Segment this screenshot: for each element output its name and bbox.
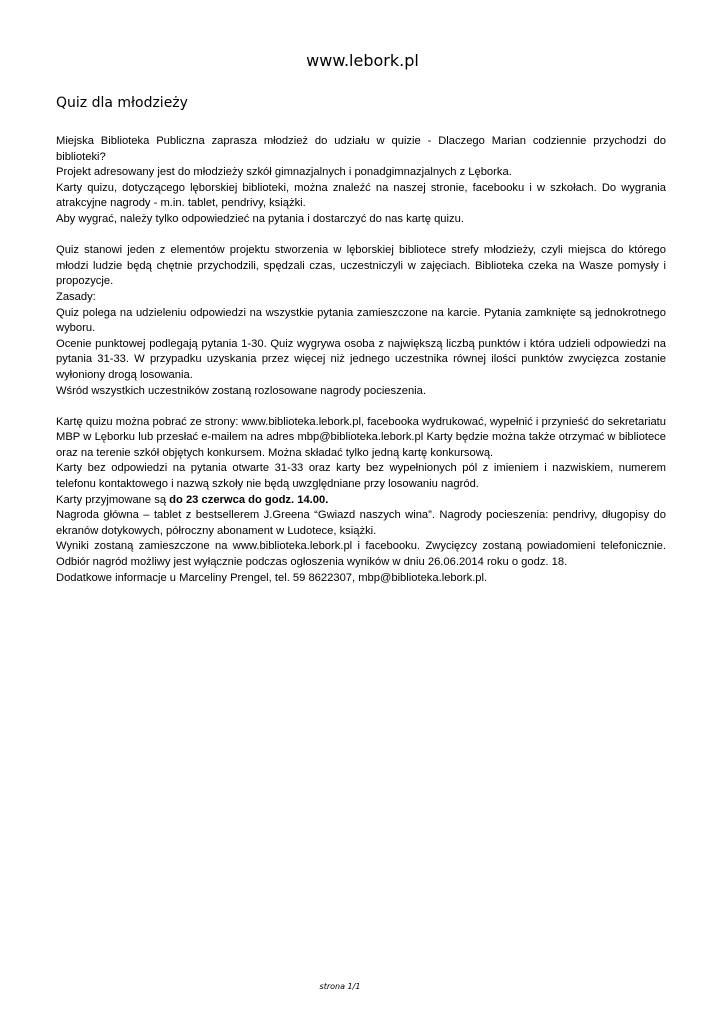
audience-paragraph: Projekt adresowany jest do młodzieży szkół gimnazjalnych i ponadgimnazjalnych z Lęborka. (56, 166, 512, 179)
deadline-paragraph (56, 493, 666, 509)
results-paragraph: Wyniki zostaną zamieszczone na www.biblioteka.lebork.pl i facebooku. Zwycięzcy zostaną powiadomieni telefonicznie. Odbiór nagród możliwy jest wyłącznie podczas ogłoszenia wyników w dniu 26.06.2014 roku o godz. 18. (56, 540, 666, 569)
project-paragraph: Quiz stanowi jeden z elementów projektu stworzenia w lęborskiej bibliotece strefy młodzieży, czyli miejsca do którego młodzi ludzie będą chętnie przychodzili, spędzali czas, uczestniczyli w zajęciach. Biblioteka czeka na Wasze pomysły i propozycje. (56, 244, 666, 288)
page-number: strona 1/1 (319, 982, 361, 991)
paragraph-gap (56, 228, 666, 244)
cards-paragraph: Karty quizu, dotyczącego lęborskiej biblioteki, można znaleźć na naszej stronie, facebooku i w szkołach. Do wygrania atrakcyjne nagrody - m.in. tablet, pendrivy, książki. (56, 181, 666, 210)
contact-paragraph: Dodatkowe informacje u Marceliny Prengel, tel. 59 8622307, mbp@biblioteka.lebork.pl. (56, 571, 488, 584)
intro-paragraph: Miejska Biblioteka Publiczna zaprasza młodzież do udziału w quizie - Dlaczego Marian codziennie przychodzi do biblioteki? (56, 135, 666, 163)
download-paragraph: Kartę quizu można pobrać ze strony: www.biblioteka.lebork.pl, facebooka wydrukować, wypełnić i przynieść do sekretariatu MBP w Lęborku lub przesłać e-mailem na adres mbp@biblioteka.lebork.pl Karty będzie można także otrzymać w bibliotece oraz na terenie szkół objętych konkursem. Można składać tylko jedną kartę konkursową. (56, 415, 666, 459)
rule-consolation: Wśród wszystkich uczestników zostaną rozlosowane nagrody pocieszenia. (56, 384, 426, 397)
deadline-date: do 23 czerwca do godz. 14.00. (169, 493, 329, 506)
page-title: Quiz dla młodzieży (56, 95, 188, 111)
article-body (56, 134, 666, 586)
paragraph-gap (56, 399, 666, 415)
rules-heading: Zasady: (56, 290, 96, 303)
invalid-cards-paragraph: Karty bez odpowiedzi na pytania otwarte 31-33 oraz karty bez wypełnionych pól z imieniem i nazwiskiem, numerem telefonu kontaktowego i nazwą szkoły nie będą uwzględniane przy losowaniu nagród. (56, 462, 666, 491)
deadline-prefix: Karty przyjmowane są (56, 493, 170, 506)
site-header: www.lebork.pl (306, 51, 419, 70)
how-to-win-paragraph: Aby wygrać, należy tylko odpowiedzieć na pytania i dostarczyć do nas kartę quizu. (56, 212, 464, 225)
rule-scoring: Ocenie punktowej podlegają pytania 1-30. Quiz wygrywa osoba z największą liczbą punktów i która udzieli odpowiedzi na pytania 31-33. W przypadku uzyskania przez więcej niż jednego uczestnika równej ilości punktów zwycięzca zostanie wyłoniony drogą losowania. (56, 337, 666, 381)
rule-answers: Quiz polega na udzieleniu odpowiedzi na wszystkie pytania zamieszczone na karcie. Pytania zamknięte są jednokrotnego wyboru. (56, 306, 666, 335)
prizes-paragraph: Nagroda główna – tablet z bestsellerem J.Greena “Gwiazd naszych wina”. Nagrody pocieszenia: pendrivy, długopisy do ekranów dotykowych, półroczny abonament w Ludotece, książki. (56, 509, 666, 537)
